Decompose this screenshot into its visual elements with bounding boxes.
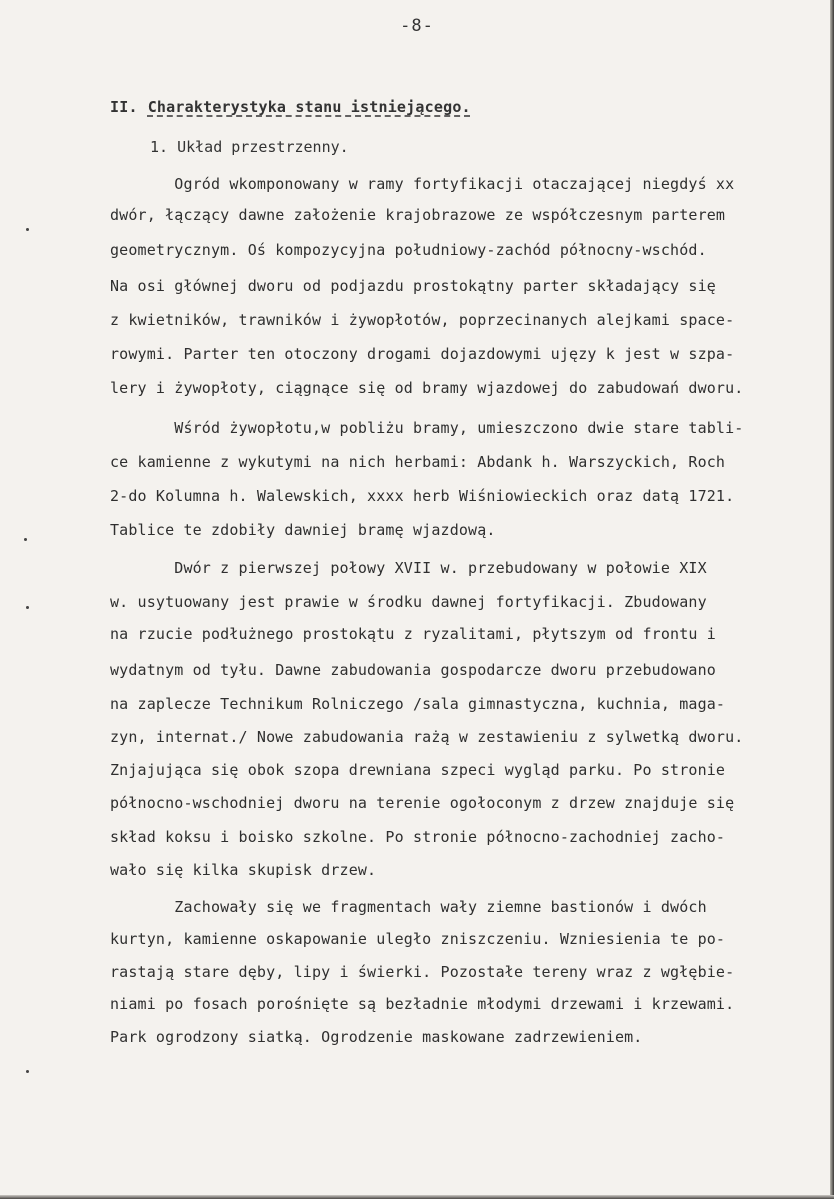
subsection-heading: 1. Układ przestrzenny.	[150, 138, 349, 156]
text-line: ce kamienne z wykutymi na nich herbami: Abdank h. Warszyckich, Roch	[110, 453, 726, 471]
text-line: w. usytuowany jest prawie w środku dawnej fortyfikacji. Zbudowany	[110, 593, 707, 611]
margin-mark	[26, 1070, 29, 1073]
text-line: wydatnym od tyłu. Dawne zabudowania gospodarcze dworu przebudowano	[110, 661, 716, 679]
text-line: północno-wschodniej dworu na terenie ogołoconym z drzew znajduje się	[110, 794, 735, 812]
text-line: na rzucie podłużnego prostokątu z ryzalitami, płytszym od frontu i	[110, 625, 716, 643]
text-line: rowymi. Parter ten otoczony drogami dojazdowymi ujęzy k jest w szpa-	[110, 345, 735, 363]
text-line: geometrycznym. Oś kompozycyjna południowy-zachód północny-wschód.	[110, 241, 707, 259]
text-line: dwór, łączący dawne założenie krajobrazowe ze współczesnym parterem	[110, 206, 726, 224]
margin-mark	[26, 606, 29, 609]
section-heading	[110, 98, 471, 116]
text-line: rastają stare dęby, lipy i świerki. Pozostałe tereny wraz z wgłębie-	[110, 963, 735, 981]
text-line: Znjajująca się obok szopa drewniana szpeci wygląd parku. Po stronie	[110, 761, 726, 779]
text-line: na zaplecze Technikum Rolniczego /sala gimnastyczna, kuchnia, maga-	[110, 695, 726, 713]
text-line: niami po fosach porośnięte są bezładnie młodymi drzewami i krzewami.	[110, 995, 735, 1013]
text-line: Dwór z pierwszej połowy XVII w. przebudowany w połowie XIX	[110, 559, 707, 577]
section-number: II.	[110, 98, 138, 116]
section-title: Charakterystyka stanu istniejącego.	[147, 98, 471, 116]
text-line: Na osi głównej dworu od podjazdu prostokątny parter składający się	[110, 277, 716, 295]
text-line: Ogród wkomponowany w ramy fortyfikacji otaczającej niegdyś xx	[110, 175, 735, 193]
text-line: kurtyn, kamienne oskapowanie uległo zniszczeniu. Wzniesienia te po-	[110, 930, 726, 948]
text-line: Wśród żywopłotu,w pobliżu bramy, umieszczono dwie stare tabli-	[110, 419, 744, 437]
margin-mark	[26, 228, 29, 231]
text-line: Zachowały się we fragmentach wały ziemne bastionów i dwóch	[110, 898, 707, 916]
text-line: skład koksu i boisko szkolne. Po stronie północno-zachodniej zacho-	[110, 828, 726, 846]
margin-mark	[24, 538, 27, 541]
text-line: Tablice te zdobiły dawniej bramę wjazdową.	[110, 521, 496, 539]
scan-edge-bottom	[0, 1195, 834, 1199]
text-line: z kwietników, trawników i żywopłotów, poprzecinanych alejkami space-	[110, 311, 735, 329]
text-line: 2-do Kolumna h. Walewskich, xxxx herb Wiśniowieckich oraz datą 1721.	[110, 487, 735, 505]
page-number: -8-	[400, 16, 434, 36]
text-line: zyn, internat./ Nowe zabudowania rażą w zestawieniu z sylwetką dworu.	[110, 728, 744, 746]
text-line: lery i żywopłoty, ciągnące się od bramy wjazdowej do zabudowań dworu.	[110, 379, 744, 397]
scan-edge-right	[830, 0, 834, 1199]
text-line: wało się kilka skupisk drzew.	[110, 861, 377, 879]
text-line: Park ogrodzony siatką. Ogrodzenie maskowane zadrzewieniem.	[110, 1028, 643, 1046]
